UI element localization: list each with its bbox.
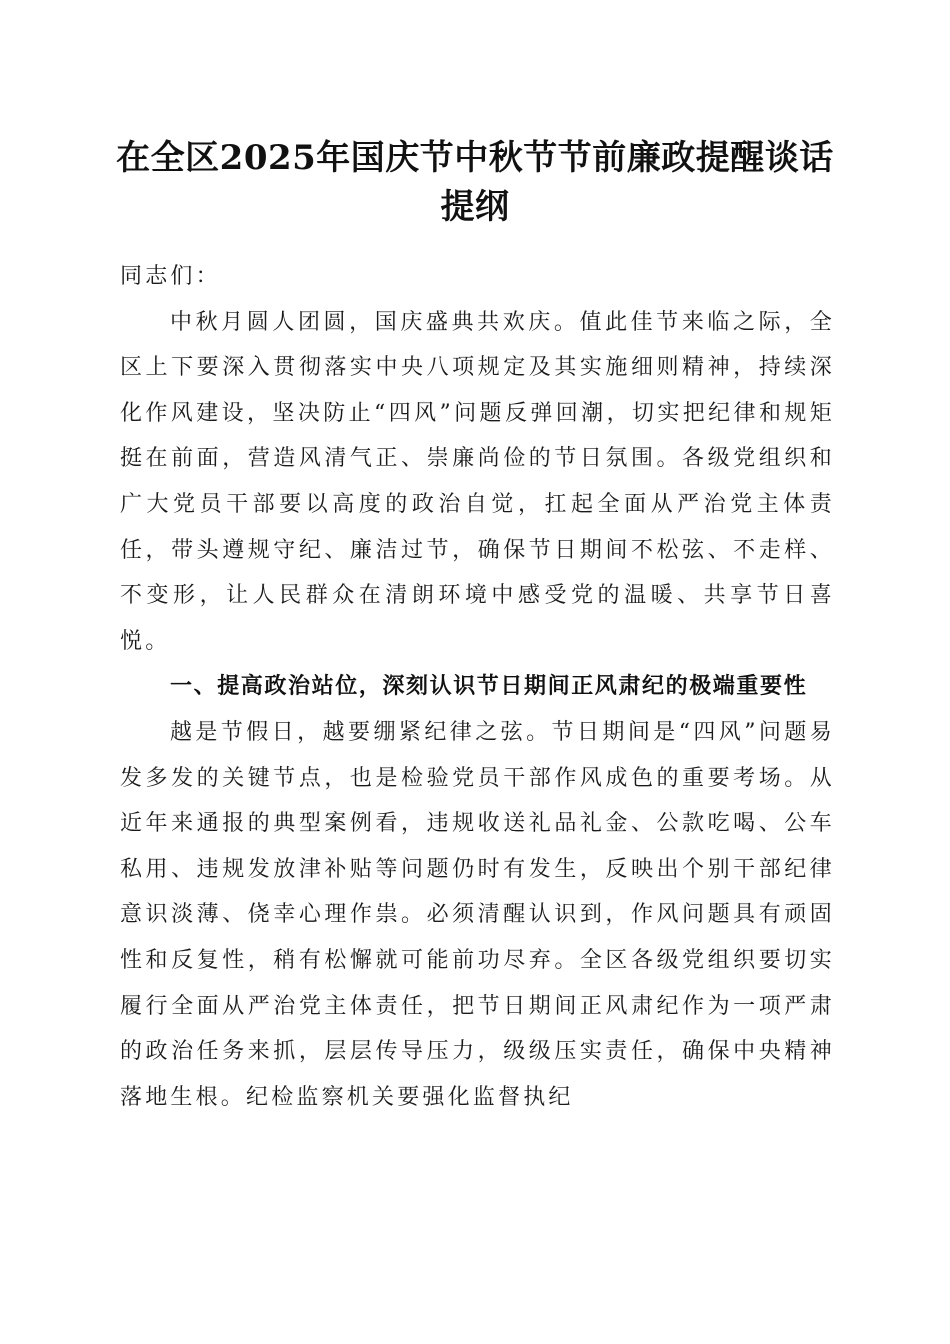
greeting: 同志们：: [120, 264, 221, 289]
document-body: [120, 254, 835, 1120]
document-title: 在全区2025年国庆节中秋节节前廉政提醒谈话提纲: [116, 138, 834, 227]
intro-paragraph: 中秋月圆人团圆，国庆盛典共欢庆。值此佳节来临之际，全区上下要深入贯彻落实中央八项规定及其实施细则精神，持续深化作风建设，坚决防止“四风”问题反弹回潮，切实把纪律和规矩挺在前面，营造风清气正、崇廉尚俭的节日氛围。各级党组织和广大党员干部要以高度的政治自觉，扛起全面从严治党主体责任，带头遵规守纪、廉洁过节，确保节日期间不松弦、不走样、不变形，让人民群众在清朗环境中感受党的温暖、共享节日喜悦。: [120, 309, 835, 654]
section-1-heading: 一、提高政治站位，深刻认识节日期间正风肃纪的极端重要性: [170, 674, 808, 700]
section-1-paragraph: 越是节假日，越要绷紧纪律之弦。节日期间是“四风”问题易发多发的关键节点，也是检验党员干部作风成色的重要考场。从近年来通报的典型案例看，违规收送礼品礼金、公款吃喝、公车私用、违规发放津补贴等问题仍时有发生，反映出个别干部纪律意识淡薄、侥幸心理作祟。必须清醒认识到，作风问题具有顽固性和反复性，稍有松懈就可能前功尽弃。全区各级党组织要切实履行全面从严治党主体责任，把节日期间正风肃纪作为一项严肃的政治任务来抓，层层传导压力，级级压实责任，确保中央精神落地生根。纪检监察机关要强化监督执纪: [120, 719, 835, 1110]
